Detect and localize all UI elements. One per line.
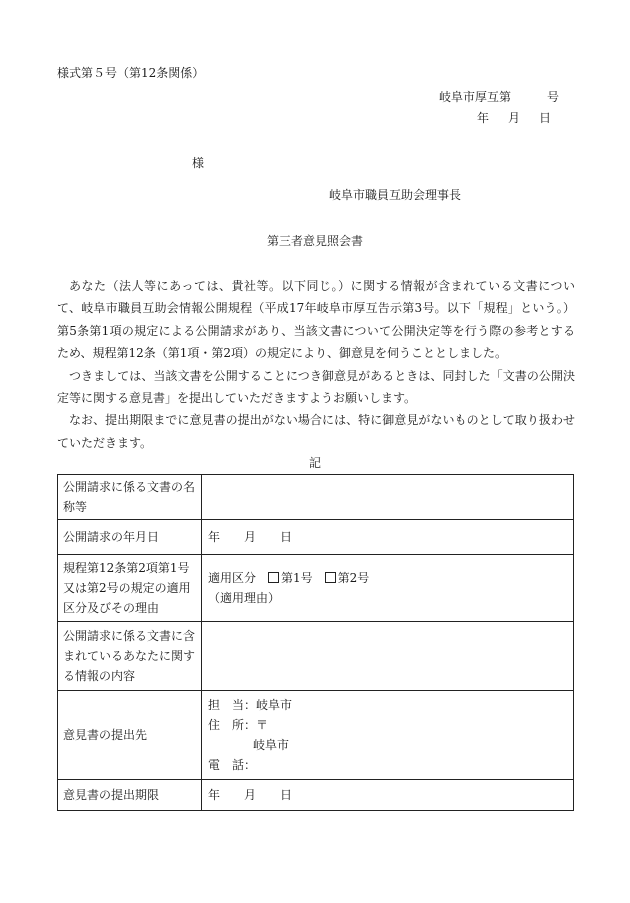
deadline-field[interactable] — [202, 780, 574, 811]
table-row — [58, 475, 574, 520]
document-name-field[interactable] — [202, 475, 574, 520]
date-day: 日 — [539, 111, 552, 125]
person-value: 岐阜市 — [256, 698, 293, 712]
document-name-label: 公開請求に係る文書の名称等 — [58, 475, 202, 520]
deadline-day: 日 — [280, 788, 293, 802]
option1-label: 第1号 — [281, 571, 313, 585]
table-row — [58, 780, 574, 811]
info-content-label: 公開請求に係る文書に含まれているあなたに関する情報の内容 — [58, 622, 202, 691]
person-label: 担 当： — [208, 698, 257, 712]
submission-destination-field — [202, 691, 574, 780]
body-paragraph-1: あなた（法人等にあっては、貴社等。以下同じ。）に関する情報が含まれている文書について、岐阜市職員互助会情報公開規程（平成17年岐阜市厚互告示第3号。以下「規程」という。）第5条第1項の規定による公開請求があり、当該文書について公開決定等を行う際の参考とするため、規程第12条（第1項・第2項）の規定により、御意見を伺うこととしました。 — [57, 279, 575, 361]
option1-checkbox[interactable] — [268, 572, 279, 583]
postal-mark: 〒 — [256, 718, 269, 732]
request-date-field[interactable] — [202, 520, 574, 555]
option2-label: 第2号 — [337, 571, 370, 585]
deadline-year: 年 — [208, 788, 221, 802]
document-number-suffix: 号 — [547, 90, 560, 104]
addressee: 様 — [192, 156, 205, 170]
address-city: 岐阜市 — [253, 738, 290, 752]
document-number-prefix: 岐阜市厚互第 — [439, 90, 512, 104]
request-date-month: 月 — [244, 530, 257, 544]
deadline-label: 意見書の提出期限 — [58, 780, 202, 811]
category-text: 適用区分 — [208, 571, 257, 585]
submission-destination-label: 意見書の提出先 — [58, 691, 202, 780]
request-date-year: 年 — [208, 530, 221, 544]
table-row — [58, 622, 574, 691]
reason-label: （適用理由） — [208, 591, 281, 605]
address-label: 住 所： — [208, 718, 257, 732]
date-year: 年 — [477, 111, 490, 125]
info-content-field[interactable] — [202, 622, 574, 691]
body-text — [57, 275, 575, 454]
document-number — [439, 90, 559, 104]
table-row — [58, 691, 574, 780]
phone-label: 電 話： — [208, 758, 257, 772]
table-row — [58, 555, 574, 622]
deadline-month: 月 — [244, 788, 257, 802]
document-date — [477, 111, 551, 125]
body-paragraph-3: なお、提出期限までに意見書の提出がない場合には、特に御意見がないものとして取り扱わせていただきます。 — [57, 413, 575, 450]
option2-checkbox[interactable] — [325, 572, 336, 583]
body-paragraph-2: つきましては、当該文書を公開することにつき御意見があるときは、同封した「文書の公開決定等に関する意見書」を提出していただきますようお願いします。 — [57, 368, 575, 406]
form-number: 様式第５号（第12条関係） — [57, 66, 205, 80]
page-title: 第三者意見照会書 — [266, 234, 363, 248]
sender-name: 岐阜市職員互助会理事長 — [329, 188, 462, 202]
category-field — [202, 555, 574, 622]
category-label: 規程第12条第2項第1号又は第2号の規定の適用区分及びその理由 — [58, 555, 202, 622]
ki-label: 記 — [308, 456, 321, 470]
date-month: 月 — [508, 111, 521, 125]
table-row — [58, 520, 574, 555]
request-date-day: 日 — [280, 530, 293, 544]
request-date-label: 公開請求の年月日 — [58, 520, 202, 555]
info-table — [57, 474, 574, 811]
